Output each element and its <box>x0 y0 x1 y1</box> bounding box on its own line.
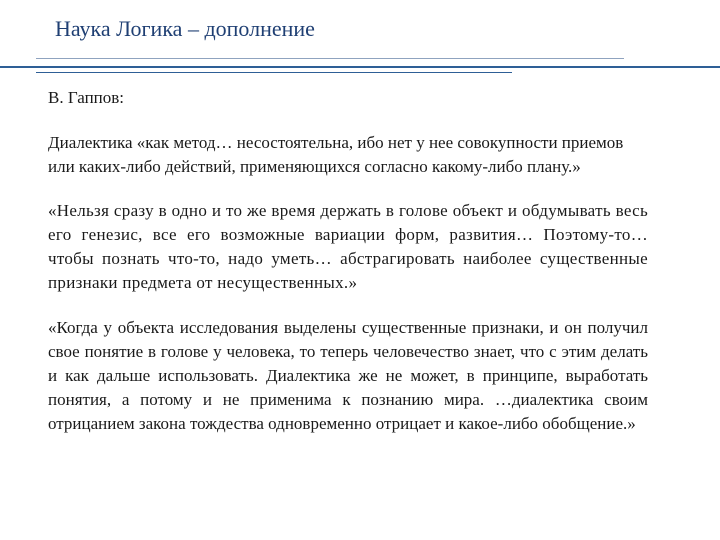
title-divider-thick <box>0 66 720 68</box>
quote-paragraph-3: «Когда у объекта исследования выделены существенные признаки, и он получил свое понятие в голове у человека, то теперь человечество знает, что с этим делать и как дальше использовать. Диалектика же не может, в принципе, выработать понятия, а потому и не применима к познанию мира. …диалектика своим отрицанием закона тождества одновременно отрицает и какое-либо обобщение.» <box>48 318 648 433</box>
title-divider-short <box>36 72 512 73</box>
quote-paragraph-2: «Нельзя сразу в одно и то же время держать в голове объект и обдумывать весь его генезис, все его возможные вариации форм, развития… Поэтому-то… чтобы познать что-то, надо уметь… абстрагировать наиболее существенные признаки предмета от несущественных.» <box>48 201 648 292</box>
title-divider-thin <box>36 58 624 59</box>
quote-paragraph-1: Диалектика «как метод… несостоятельна, ибо нет у нее совокупности приемов или каких-либо действий, применяющихся согласно какому-либо плану.» <box>48 133 624 176</box>
author-line: В. Гаппов: <box>48 88 125 107</box>
slide-body <box>48 86 648 436</box>
slide-title: Наука Логика – дополнение <box>55 16 315 41</box>
